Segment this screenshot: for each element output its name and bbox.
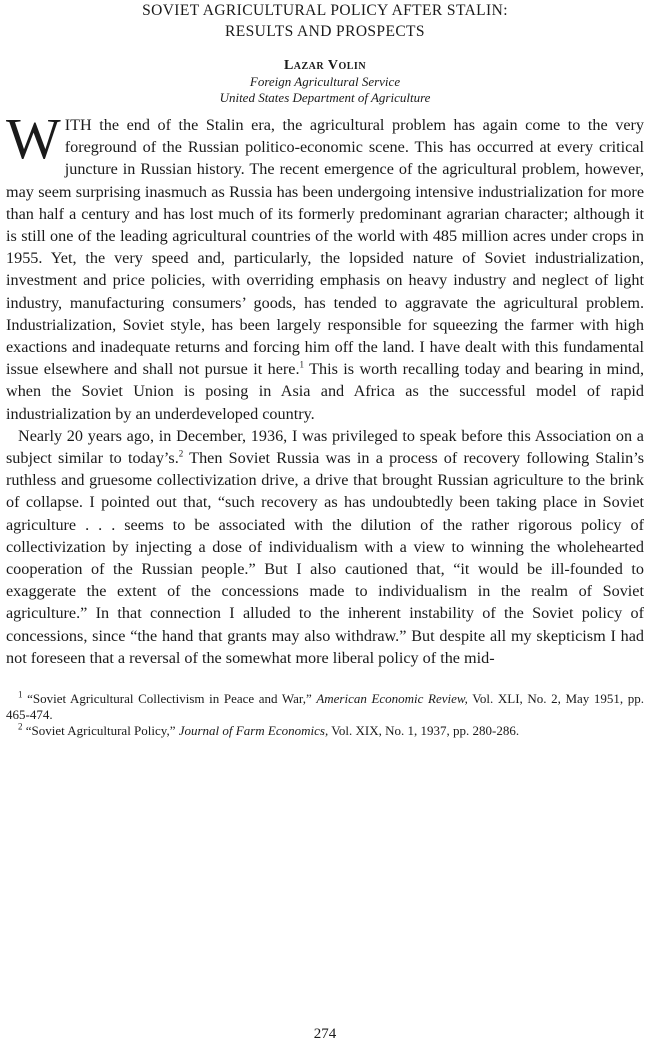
footnote-2-journal: Journal of Farm Economics,: [178, 723, 329, 739]
paragraph-1: [6, 106, 644, 425]
paragraph-1-text-b: This is worth recalling today and bearing in mind, when the Soviet Union is posing in Asia and Africa as the successful model of rapid industrialization by an underdeveloped country.: [6, 360, 644, 423]
drop-cap: W: [6, 106, 61, 171]
footnote-ref-2: 2: [178, 448, 184, 459]
footnote-2-text-b: Vol. XIX, No. 1, 1937, pp. 280-286.: [328, 723, 520, 739]
affiliation-line-1: Foreign Agricultural Service: [249, 74, 401, 89]
footnote-1-journal: American Economic Review,: [316, 691, 468, 707]
author-block: [6, 58, 644, 106]
paragraph-2: [6, 425, 644, 669]
footnote-1: [6, 691, 644, 723]
author-name: Lazar Volin: [283, 58, 367, 73]
page-number: 274: [313, 1026, 337, 1042]
footnote-1-mark: 1: [18, 689, 23, 700]
paragraph-2-text-a: Nearly 20 years ago, in December, 1936, I was privileged to speak before this Association on a subject similar to today’s.: [6, 426, 644, 468]
paragraph-1-text-a: ITH the end of the Stalin era, the agricultural problem has again come to the very foreground of the Russian politico-economic scene. This has occurred at every critical juncture in Russian history. The recent emergence of the agricultural problem, however, may seem surprising inasmuch as Russia has been undergoing intensive industrialization for more than half a century and has lost much of its formerly predominant agrarian character; although it is still one of the leading agricultural countries of the world with 485 million acres under crops in 1955. Yet, the very speed and, particularly, the lopsided nature of Soviet industrialization, investment and price policies, with overriding emphasis on heavy industry and neglect of light industry, manufacturing consumers’ goods, has tended to aggravate the agricultural problem. Industrialization, Soviet style, has been largely responsible for squeezing the farmer with high exactions and inadequate returns and forcing him off the land. I have dealt with this fundamental issue elsewhere and shall not pursue it here.: [6, 116, 644, 379]
footnote-2-text-a: “Soviet Agricultural Policy,”: [22, 723, 179, 739]
footnote-1-text-a: “Soviet Agricultural Collectivism in Peace and War,”: [22, 691, 317, 707]
title-line-1: SOVIET AGRICULTURAL POLICY AFTER STALIN:: [142, 2, 508, 19]
footnote-1-text-b: Vol. XLI, No. 2, May 1951, pp. 465-474.: [6, 691, 644, 723]
footnote-ref-1: 1: [299, 359, 305, 370]
article-title: [6, 0, 644, 42]
affiliation-line-2: United States Department of Agriculture: [219, 90, 431, 105]
article-body: [6, 106, 644, 669]
footnotes: [6, 691, 644, 739]
title-line-2: RESULTS AND PROSPECTS: [225, 23, 425, 40]
footnote-2: [6, 723, 644, 739]
footnote-2-mark: 2: [18, 721, 23, 732]
paragraph-2-text-b: Then Soviet Russia was in a process of recovery following Stalin’s ruthless and gruesome collectivization drive, a drive that brought Russian agriculture to the brink of collapse. I pointed out that, “such recovery as has undoubtedly been taking place in Soviet agriculture . . . seems to be associated with the dilution of the rather rigorous policy of collectivization by injecting a dose of individualism with a view to winning the wholehearted cooperation of the Russian people.” But I also cautioned that, “it would be ill-founded to exaggerate the extent of the concessions made to individualism in the realm of Soviet agriculture.” In that connection I alluded to the inherent instability of the Soviet policy of concessions, since “the hand that grants may also withdraw.” But despite all my skepticism I had not foreseen that a reversal of the somewhat more liberal policy of the mid-: [6, 449, 644, 667]
